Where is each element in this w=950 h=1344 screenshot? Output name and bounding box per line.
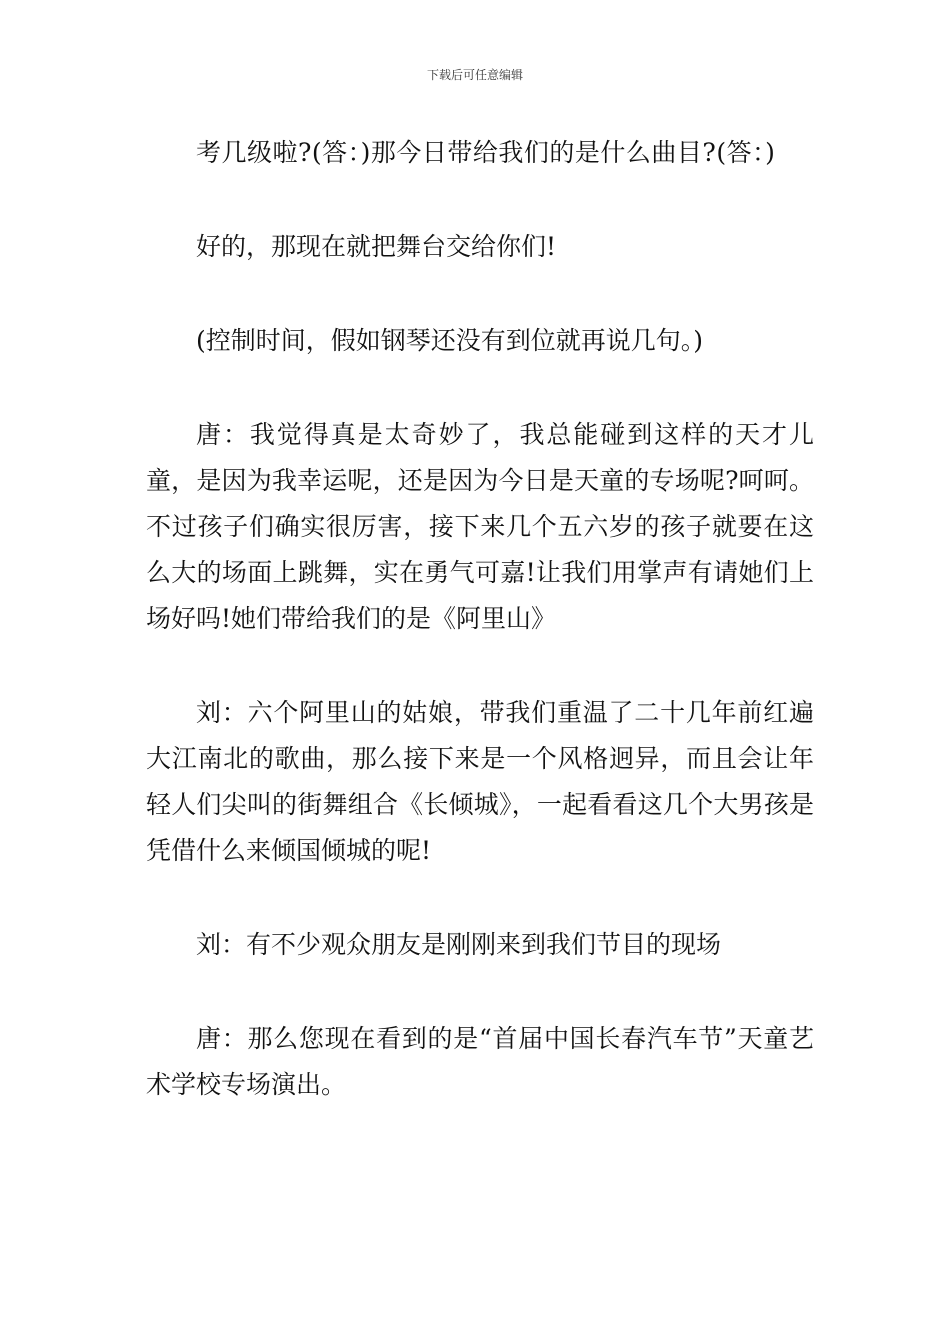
paragraph-time-control-note: (控制时间，假如钢琴还没有到位就再说几句。) [196, 326, 704, 355]
paragraph-tang-alishan: 唐：我觉得真是太奇妙了，我总能碰到这样的天才儿童，是因为我幸运呢，还是因为今日是天童的专场呢?呵呵。不过孩子们确实很厉害，接下来几个五六岁的孩子就要在这么大的场面上跳舞，实在勇气可嘉!让我们用掌声有请她们上场好吗!她们带给我们的是《阿里山》 [146, 420, 814, 633]
paragraph-liu-audience: 刘：有不少观众朋友是刚刚来到我们节目的现场 [196, 930, 722, 959]
document-body [146, 130, 814, 1108]
page-header: 下载后可任意编辑 [426, 68, 523, 82]
paragraph-tang-festival: 唐：那么您现在看到的是“首届中国长春汽车节”天童艺术学校专场演出。 [146, 1024, 814, 1099]
paragraph-stage-handover: 好的，那现在就把舞台交给你们! [196, 232, 557, 261]
paragraph-liu-street-dance: 刘：六个阿里山的姑娘，带我们重温了二十几年前红遍大江南北的歌曲，那么接下来是一个风格迥异，而且会让年轻人们尖叫的街舞组合《长倾城》，一起看看这几个大男孩是凭借什么来倾国倾城的呢! [146, 698, 814, 865]
paragraph-exam-level: 考几级啦?(答：)那今日带给我们的是什么曲目?(答：) [196, 138, 776, 167]
